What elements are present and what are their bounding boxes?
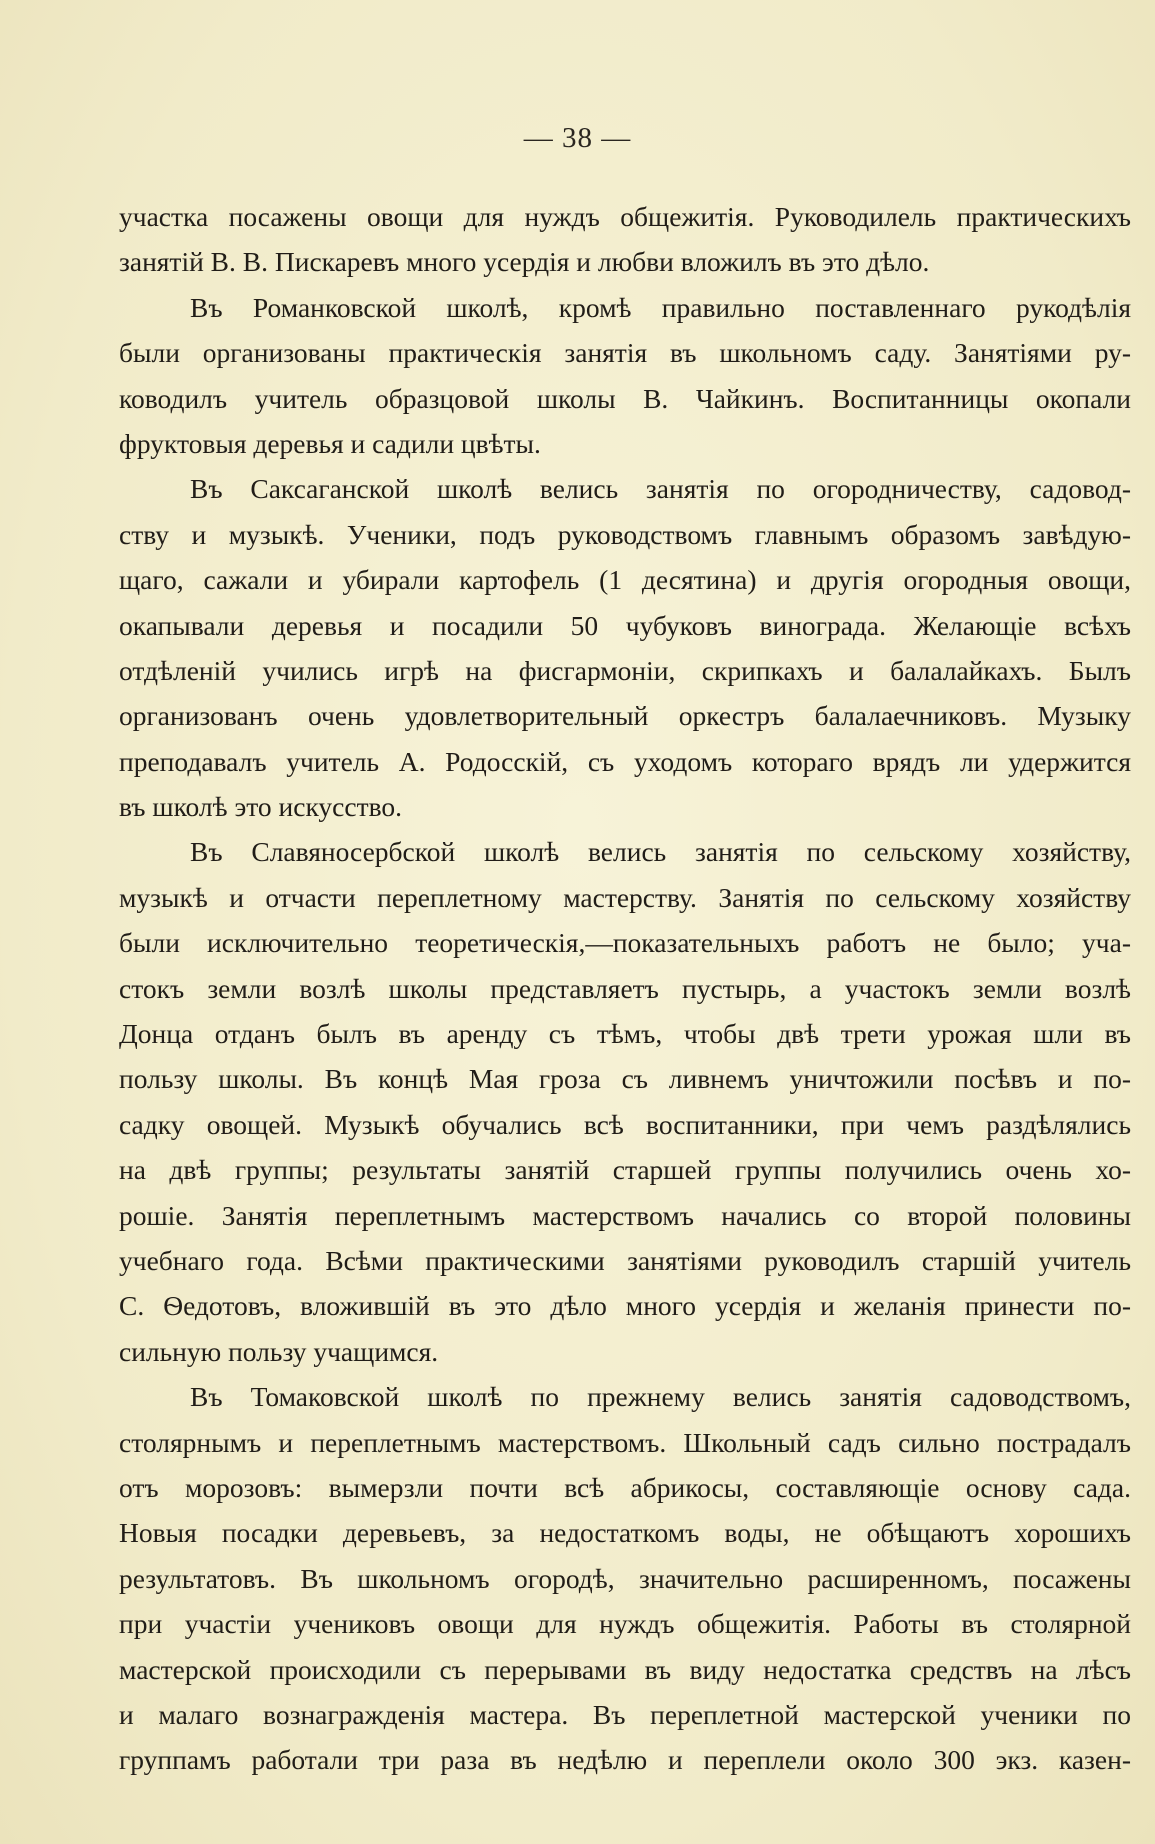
text-line: С. Ѳедотовъ, вложившій въ это дѣло много усердія и желанія принести по- [119,1290,1131,1322]
text-line: преподавалъ учитель А. Родосскій, съ уходомъ котораго врядъ ли удержится [119,745,1131,777]
text-line: занятій В. В. Пискаревъ много усердія и любви вложилъ въ это дѣло. [119,246,930,278]
text-line: ководилъ учитель образцовой школы В. Чайкинъ. Воспитанницы окопали [119,382,1131,414]
text-line: сильную пользу учащимся. [119,1335,439,1367]
body-text [119,194,1131,1783]
text-line: отъ морозовъ: вымерзли почти всѣ абрикосы, составляющіе основу сада. [119,1471,1131,1503]
text-line: Новыя посадки деревьевъ, за недостаткомъ воды, не обѣщаютъ хорошихъ [119,1517,1131,1549]
text-line: въ школѣ это искусство. [119,791,403,823]
text-line: участка посажены овощи для нуждъ общежитія. Руководилель практическихъ [119,201,1131,232]
text-line: учебнаго года. Всѣми практическими занятіями руководилъ старшій учитель [119,1244,1131,1276]
text-line: садку овощей. Музыкѣ обучались всѣ воспитанники, при чемъ раздѣлялись [119,1108,1131,1140]
text-line: пользу школы. Въ концѣ Мая гроза съ ливнемъ уничтожили посѣвъ и по- [119,1063,1131,1095]
text-line: Въ Саксаганской школѣ велись занятія по огородничеству, садовод- [190,473,1131,505]
text-line: были исключительно теоретическія,—показательныхъ работъ не было; уча- [119,927,1131,959]
paragraph [119,194,1131,285]
text-line: отдѣленій учились игрѣ на фисгармоніи, скрипкахъ и балалайкахъ. Былъ [119,654,1131,686]
text-line: при участіи учениковъ овощи для нуждъ общежитія. Работы въ столярной [119,1608,1131,1640]
text-line: окапывали деревья и посадили 50 чубуковъ винограда. Желающіе всѣхъ [119,609,1131,641]
page-number: — 38 — [523,122,632,154]
text-line: щаго, сажали и убирали картофель (1 десятина) и другія огородныя овощи, [119,564,1131,596]
text-line: ству и музыкѣ. Ученики, подъ руководствомъ главнымъ образомъ завѣдую- [119,518,1131,550]
paragraph [119,285,1131,467]
text-line: группамъ работали три раза въ недѣлю и переплели около 300 экз. казен- [119,1744,1131,1776]
text-line: были организованы практическія занятія въ школьномъ саду. Занятіями ру- [119,337,1131,369]
text-line: Въ Славяносербской школѣ велись занятія по сельскому хозяйству, [190,836,1131,868]
text-line: организованъ очень удовлетворительный оркестръ балалаечниковъ. Музыку [119,700,1131,732]
text-line: результатовъ. Въ школьномъ огородѣ, значительно расширенномъ, посажены [119,1562,1131,1594]
text-line: музыкѣ и отчасти переплетному мастерству. Занятія по сельскому хозяйству [119,881,1131,913]
paragraph [119,829,1131,1374]
paragraph [119,466,1131,829]
text-line: и малаго вознагражденія мастера. Въ переплетной мастерской ученики по [119,1698,1131,1730]
text-line: Донца отданъ былъ въ аренду съ тѣмъ, чтобы двѣ трети урожая шли въ [119,1018,1131,1050]
text-line: на двѣ группы; результаты занятій старшей группы получились очень хо- [119,1154,1131,1186]
text-line: стокъ земли возлѣ школы представляетъ пустырь, а участокъ земли возлѣ [119,972,1131,1004]
text-line: мастерской происходили съ перерывами въ виду недостатка средствъ на лѣсъ [119,1653,1131,1685]
text-line: Въ Томаковской школѣ по прежнему велись занятія садоводствомъ, [190,1381,1131,1413]
paragraph [119,1374,1131,1783]
text-line: столярнымъ и переплетнымъ мастерствомъ. Школьный садъ сильно пострадалъ [119,1426,1131,1458]
text-line: фруктовыя деревья и садили цвѣты. [119,427,541,459]
text-line: Въ Романковской школѣ, кромѣ правильно поставленнаго рукодѣлія [190,291,1131,323]
text-line: рошіе. Занятія переплетнымъ мастерствомъ начались со второй половины [119,1199,1131,1231]
